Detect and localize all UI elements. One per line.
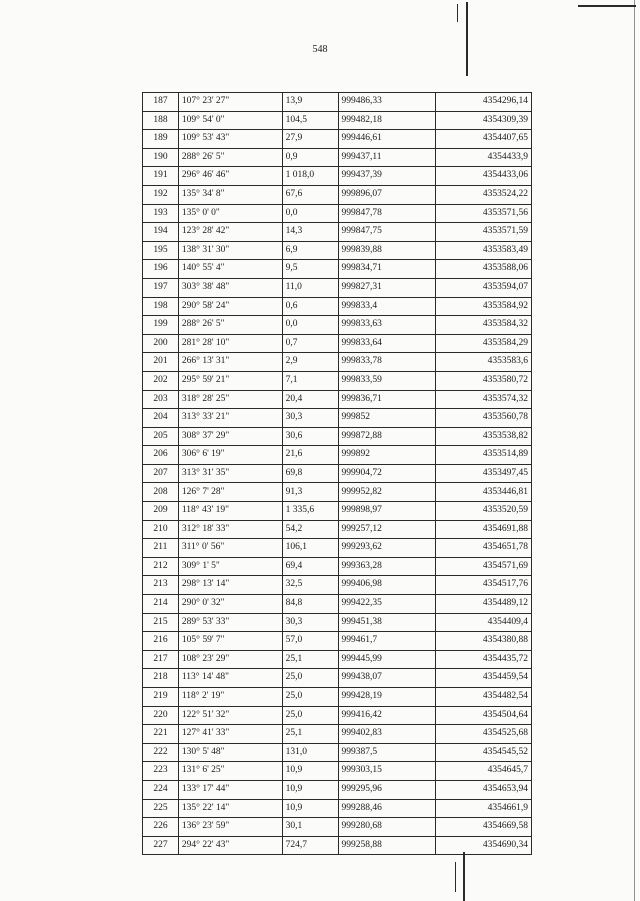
segment-length-cell: 0,7 bbox=[282, 334, 338, 353]
table-row bbox=[143, 185, 532, 204]
point-number-cell: 201 bbox=[143, 353, 179, 372]
x-coordinate-cell: 999402,83 bbox=[338, 725, 436, 744]
segment-length-cell: 30,6 bbox=[282, 427, 338, 446]
segment-length-cell: 25,0 bbox=[282, 669, 338, 688]
point-number-cell: 203 bbox=[143, 390, 179, 409]
point-number-cell: 191 bbox=[143, 167, 179, 186]
point-number-cell: 194 bbox=[143, 223, 179, 242]
x-coordinate-cell: 999445,99 bbox=[338, 650, 436, 669]
table-row bbox=[143, 409, 532, 428]
table-row bbox=[143, 464, 532, 483]
table-row bbox=[143, 167, 532, 186]
y-coordinate-cell: 4353514,89 bbox=[436, 446, 532, 465]
table-row bbox=[143, 799, 532, 818]
segment-length-cell: 106,1 bbox=[282, 539, 338, 558]
y-coordinate-cell: 4354545,52 bbox=[436, 743, 532, 762]
point-number-cell: 221 bbox=[143, 725, 179, 744]
table-row bbox=[143, 818, 532, 837]
x-coordinate-cell: 999847,75 bbox=[338, 223, 436, 242]
x-coordinate-cell: 999486,33 bbox=[338, 93, 436, 112]
segment-length-cell: 131,0 bbox=[282, 743, 338, 762]
bearing-angle-cell: 130° 5' 48" bbox=[178, 743, 282, 762]
point-number-cell: 224 bbox=[143, 780, 179, 799]
y-coordinate-cell: 4353584,32 bbox=[436, 316, 532, 335]
segment-length-cell: 30,3 bbox=[282, 409, 338, 428]
bearing-angle-cell: 296° 46' 46" bbox=[178, 167, 282, 186]
table-row bbox=[143, 204, 532, 223]
segment-length-cell: 1 335,6 bbox=[282, 502, 338, 521]
table-row bbox=[143, 148, 532, 167]
segment-length-cell: 69,4 bbox=[282, 557, 338, 576]
bearing-angle-cell: 138° 31' 30" bbox=[178, 241, 282, 260]
segment-length-cell: 54,2 bbox=[282, 520, 338, 539]
y-coordinate-cell: 4354691,88 bbox=[436, 520, 532, 539]
y-coordinate-cell: 4354409,4 bbox=[436, 613, 532, 632]
coordinates-table bbox=[142, 92, 532, 855]
bearing-angle-cell: 118° 2' 19" bbox=[178, 688, 282, 707]
point-number-cell: 223 bbox=[143, 762, 179, 781]
segment-length-cell: 30,1 bbox=[282, 818, 338, 837]
bearing-angle-cell: 131° 6' 25" bbox=[178, 762, 282, 781]
bearing-angle-cell: 127° 41' 33" bbox=[178, 725, 282, 744]
point-number-cell: 219 bbox=[143, 688, 179, 707]
point-number-cell: 222 bbox=[143, 743, 179, 762]
scan-mark-right-edge bbox=[634, 0, 635, 901]
y-coordinate-cell: 4354296,14 bbox=[436, 93, 532, 112]
point-number-cell: 197 bbox=[143, 278, 179, 297]
bearing-angle-cell: 135° 34' 8" bbox=[178, 185, 282, 204]
segment-length-cell: 30,3 bbox=[282, 613, 338, 632]
segment-length-cell: 2,9 bbox=[282, 353, 338, 372]
y-coordinate-cell: 4353446,81 bbox=[436, 483, 532, 502]
point-number-cell: 227 bbox=[143, 836, 179, 855]
point-number-cell: 187 bbox=[143, 93, 179, 112]
y-coordinate-cell: 4353584,29 bbox=[436, 334, 532, 353]
y-coordinate-cell: 4354459,54 bbox=[436, 669, 532, 688]
y-coordinate-cell: 4353571,59 bbox=[436, 223, 532, 242]
y-coordinate-cell: 4353594,07 bbox=[436, 278, 532, 297]
y-coordinate-cell: 4353524,22 bbox=[436, 185, 532, 204]
x-coordinate-cell: 999257,12 bbox=[338, 520, 436, 539]
scan-mark-bottom-right-vertical bbox=[463, 852, 465, 901]
table-row bbox=[143, 762, 532, 781]
segment-length-cell: 0,6 bbox=[282, 297, 338, 316]
x-coordinate-cell: 999451,38 bbox=[338, 613, 436, 632]
bearing-angle-cell: 313° 33' 21" bbox=[178, 409, 282, 428]
y-coordinate-cell: 4353583,6 bbox=[436, 353, 532, 372]
y-coordinate-cell: 4353584,92 bbox=[436, 297, 532, 316]
point-number-cell: 220 bbox=[143, 706, 179, 725]
table-row bbox=[143, 483, 532, 502]
bearing-angle-cell: 306° 6' 19" bbox=[178, 446, 282, 465]
point-number-cell: 190 bbox=[143, 148, 179, 167]
bearing-angle-cell: 107° 23' 27" bbox=[178, 93, 282, 112]
y-coordinate-cell: 4354407,65 bbox=[436, 130, 532, 149]
y-coordinate-cell: 4354661,9 bbox=[436, 799, 532, 818]
table-row bbox=[143, 743, 532, 762]
x-coordinate-cell: 999833,64 bbox=[338, 334, 436, 353]
point-number-cell: 208 bbox=[143, 483, 179, 502]
x-coordinate-cell: 999363,28 bbox=[338, 557, 436, 576]
y-coordinate-cell: 4354380,88 bbox=[436, 632, 532, 651]
bearing-angle-cell: 266° 13' 31" bbox=[178, 353, 282, 372]
table-row bbox=[143, 688, 532, 707]
y-coordinate-cell: 4354482,54 bbox=[436, 688, 532, 707]
table-row bbox=[143, 836, 532, 855]
x-coordinate-cell: 999833,63 bbox=[338, 316, 436, 335]
bearing-angle-cell: 294° 22' 43" bbox=[178, 836, 282, 855]
table-row bbox=[143, 334, 532, 353]
bearing-angle-cell: 122° 51' 32" bbox=[178, 706, 282, 725]
x-coordinate-cell: 999387,5 bbox=[338, 743, 436, 762]
x-coordinate-cell: 999839,88 bbox=[338, 241, 436, 260]
x-coordinate-cell: 999898,97 bbox=[338, 502, 436, 521]
segment-length-cell: 6,9 bbox=[282, 241, 338, 260]
point-number-cell: 211 bbox=[143, 539, 179, 558]
y-coordinate-cell: 4354525,68 bbox=[436, 725, 532, 744]
table-row bbox=[143, 316, 532, 335]
segment-length-cell: 1 018,0 bbox=[282, 167, 338, 186]
point-number-cell: 226 bbox=[143, 818, 179, 837]
point-number-cell: 205 bbox=[143, 427, 179, 446]
segment-length-cell: 69,8 bbox=[282, 464, 338, 483]
bearing-angle-cell: 136° 23' 59" bbox=[178, 818, 282, 837]
x-coordinate-cell: 999836,71 bbox=[338, 390, 436, 409]
table-row bbox=[143, 780, 532, 799]
bearing-angle-cell: 109° 54' 0" bbox=[178, 111, 282, 130]
table-row bbox=[143, 390, 532, 409]
y-coordinate-cell: 4354645,7 bbox=[436, 762, 532, 781]
bearing-angle-cell: 288° 26' 5" bbox=[178, 148, 282, 167]
y-coordinate-cell: 4353571,56 bbox=[436, 204, 532, 223]
point-number-cell: 199 bbox=[143, 316, 179, 335]
x-coordinate-cell: 999952,82 bbox=[338, 483, 436, 502]
point-number-cell: 200 bbox=[143, 334, 179, 353]
table-row bbox=[143, 297, 532, 316]
x-coordinate-cell: 999904,72 bbox=[338, 464, 436, 483]
point-number-cell: 213 bbox=[143, 576, 179, 595]
table-row bbox=[143, 725, 532, 744]
point-number-cell: 204 bbox=[143, 409, 179, 428]
table-row bbox=[143, 613, 532, 632]
point-number-cell: 206 bbox=[143, 446, 179, 465]
coordinates-table-body bbox=[143, 93, 532, 855]
segment-length-cell: 25,0 bbox=[282, 688, 338, 707]
scan-mark-top-right-tick bbox=[457, 4, 458, 22]
x-coordinate-cell: 999847,78 bbox=[338, 204, 436, 223]
bearing-angle-cell: 105° 59' 7" bbox=[178, 632, 282, 651]
table-row bbox=[143, 576, 532, 595]
table-row bbox=[143, 650, 532, 669]
x-coordinate-cell: 999446,61 bbox=[338, 130, 436, 149]
bearing-angle-cell: 303° 38' 48" bbox=[178, 278, 282, 297]
bearing-angle-cell: 109° 53' 43" bbox=[178, 130, 282, 149]
x-coordinate-cell: 999834,71 bbox=[338, 260, 436, 279]
y-coordinate-cell: 4354669,58 bbox=[436, 818, 532, 837]
x-coordinate-cell: 999280,68 bbox=[338, 818, 436, 837]
bearing-angle-cell: 311° 0' 56" bbox=[178, 539, 282, 558]
segment-length-cell: 10,9 bbox=[282, 799, 338, 818]
table-row bbox=[143, 278, 532, 297]
x-coordinate-cell: 999482,18 bbox=[338, 111, 436, 130]
table-row bbox=[143, 557, 532, 576]
segment-length-cell: 0,9 bbox=[282, 148, 338, 167]
table-row bbox=[143, 706, 532, 725]
bearing-angle-cell: 135° 0' 0" bbox=[178, 204, 282, 223]
y-coordinate-cell: 4353520,59 bbox=[436, 502, 532, 521]
point-number-cell: 216 bbox=[143, 632, 179, 651]
x-coordinate-cell: 999461,7 bbox=[338, 632, 436, 651]
x-coordinate-cell: 999428,19 bbox=[338, 688, 436, 707]
y-coordinate-cell: 4353583,49 bbox=[436, 241, 532, 260]
x-coordinate-cell: 999827,31 bbox=[338, 278, 436, 297]
table-row bbox=[143, 539, 532, 558]
segment-length-cell: 724,7 bbox=[282, 836, 338, 855]
point-number-cell: 218 bbox=[143, 669, 179, 688]
x-coordinate-cell: 999416,42 bbox=[338, 706, 436, 725]
y-coordinate-cell: 4354653,94 bbox=[436, 780, 532, 799]
x-coordinate-cell: 999896,07 bbox=[338, 185, 436, 204]
bearing-angle-cell: 298° 13' 14" bbox=[178, 576, 282, 595]
table-row bbox=[143, 502, 532, 521]
segment-length-cell: 11,0 bbox=[282, 278, 338, 297]
point-number-cell: 210 bbox=[143, 520, 179, 539]
x-coordinate-cell: 999295,96 bbox=[338, 780, 436, 799]
table-row bbox=[143, 446, 532, 465]
x-coordinate-cell: 999833,4 bbox=[338, 297, 436, 316]
y-coordinate-cell: 4354433,9 bbox=[436, 148, 532, 167]
y-coordinate-cell: 4354489,12 bbox=[436, 595, 532, 614]
x-coordinate-cell: 999422,35 bbox=[338, 595, 436, 614]
bearing-angle-cell: 288° 26' 5" bbox=[178, 316, 282, 335]
point-number-cell: 192 bbox=[143, 185, 179, 204]
x-coordinate-cell: 999852 bbox=[338, 409, 436, 428]
bearing-angle-cell: 313° 31' 35" bbox=[178, 464, 282, 483]
segment-length-cell: 32,5 bbox=[282, 576, 338, 595]
y-coordinate-cell: 4353574,32 bbox=[436, 390, 532, 409]
table-row bbox=[143, 371, 532, 390]
segment-length-cell: 20,4 bbox=[282, 390, 338, 409]
bearing-angle-cell: 308° 37' 29" bbox=[178, 427, 282, 446]
segment-length-cell: 21,6 bbox=[282, 446, 338, 465]
point-number-cell: 212 bbox=[143, 557, 179, 576]
table-row bbox=[143, 669, 532, 688]
point-number-cell: 217 bbox=[143, 650, 179, 669]
segment-length-cell: 67,6 bbox=[282, 185, 338, 204]
table-row bbox=[143, 353, 532, 372]
bearing-angle-cell: 309° 1' 5" bbox=[178, 557, 282, 576]
point-number-cell: 196 bbox=[143, 260, 179, 279]
x-coordinate-cell: 999892 bbox=[338, 446, 436, 465]
bearing-angle-cell: 118° 43' 19" bbox=[178, 502, 282, 521]
table-row bbox=[143, 130, 532, 149]
y-coordinate-cell: 4353588,06 bbox=[436, 260, 532, 279]
bearing-angle-cell: 318° 28' 25" bbox=[178, 390, 282, 409]
x-coordinate-cell: 999872,88 bbox=[338, 427, 436, 446]
segment-length-cell: 84,8 bbox=[282, 595, 338, 614]
bearing-angle-cell: 123° 28' 42" bbox=[178, 223, 282, 242]
y-coordinate-cell: 4353580,72 bbox=[436, 371, 532, 390]
y-coordinate-cell: 4354571,69 bbox=[436, 557, 532, 576]
table-row bbox=[143, 223, 532, 242]
x-coordinate-cell: 999833,78 bbox=[338, 353, 436, 372]
point-number-cell: 202 bbox=[143, 371, 179, 390]
point-number-cell: 198 bbox=[143, 297, 179, 316]
x-coordinate-cell: 999833,59 bbox=[338, 371, 436, 390]
segment-length-cell: 57,0 bbox=[282, 632, 338, 651]
scan-mark-top-right-vertical bbox=[466, 2, 468, 76]
segment-length-cell: 7,1 bbox=[282, 371, 338, 390]
y-coordinate-cell: 4354435,72 bbox=[436, 650, 532, 669]
x-coordinate-cell: 999258,88 bbox=[338, 836, 436, 855]
segment-length-cell: 0,0 bbox=[282, 204, 338, 223]
segment-length-cell: 9,5 bbox=[282, 260, 338, 279]
point-number-cell: 209 bbox=[143, 502, 179, 521]
x-coordinate-cell: 999303,15 bbox=[338, 762, 436, 781]
point-number-cell: 214 bbox=[143, 595, 179, 614]
point-number-cell: 207 bbox=[143, 464, 179, 483]
bearing-angle-cell: 290° 58' 24" bbox=[178, 297, 282, 316]
segment-length-cell: 10,9 bbox=[282, 780, 338, 799]
segment-length-cell: 27,9 bbox=[282, 130, 338, 149]
y-coordinate-cell: 4354651,78 bbox=[436, 539, 532, 558]
table-row bbox=[143, 111, 532, 130]
x-coordinate-cell: 999293,62 bbox=[338, 539, 436, 558]
y-coordinate-cell: 4353538,82 bbox=[436, 427, 532, 446]
x-coordinate-cell: 999438,07 bbox=[338, 669, 436, 688]
y-coordinate-cell: 4353497,45 bbox=[436, 464, 532, 483]
x-coordinate-cell: 999437,39 bbox=[338, 167, 436, 186]
segment-length-cell: 13,9 bbox=[282, 93, 338, 112]
segment-length-cell: 10,9 bbox=[282, 762, 338, 781]
table-row bbox=[143, 632, 532, 651]
x-coordinate-cell: 999437,11 bbox=[338, 148, 436, 167]
x-coordinate-cell: 999406,98 bbox=[338, 576, 436, 595]
point-number-cell: 189 bbox=[143, 130, 179, 149]
bearing-angle-cell: 126° 7' 28" bbox=[178, 483, 282, 502]
segment-length-cell: 25,1 bbox=[282, 725, 338, 744]
segment-length-cell: 25,1 bbox=[282, 650, 338, 669]
bearing-angle-cell: 140° 55' 4" bbox=[178, 260, 282, 279]
segment-length-cell: 14,3 bbox=[282, 223, 338, 242]
point-number-cell: 193 bbox=[143, 204, 179, 223]
table-row bbox=[143, 241, 532, 260]
bearing-angle-cell: 133° 17' 44" bbox=[178, 780, 282, 799]
y-coordinate-cell: 4354690,34 bbox=[436, 836, 532, 855]
table-row bbox=[143, 520, 532, 539]
y-coordinate-cell: 4353560,78 bbox=[436, 409, 532, 428]
page-number: 548 bbox=[312, 44, 328, 55]
bearing-angle-cell: 281° 28' 10" bbox=[178, 334, 282, 353]
bearing-angle-cell: 290° 0' 32" bbox=[178, 595, 282, 614]
point-number-cell: 195 bbox=[143, 241, 179, 260]
scan-mark-top-right-corner bbox=[578, 5, 636, 7]
scan-mark-bottom-right-tick bbox=[455, 862, 456, 892]
bearing-angle-cell: 113° 14' 48" bbox=[178, 669, 282, 688]
y-coordinate-cell: 4354504,64 bbox=[436, 706, 532, 725]
table-row bbox=[143, 595, 532, 614]
point-number-cell: 215 bbox=[143, 613, 179, 632]
y-coordinate-cell: 4354517,76 bbox=[436, 576, 532, 595]
table-row bbox=[143, 93, 532, 112]
point-number-cell: 225 bbox=[143, 799, 179, 818]
segment-length-cell: 91,3 bbox=[282, 483, 338, 502]
segment-length-cell: 104,5 bbox=[282, 111, 338, 130]
table-row bbox=[143, 260, 532, 279]
bearing-angle-cell: 135° 22' 14" bbox=[178, 799, 282, 818]
x-coordinate-cell: 999288,46 bbox=[338, 799, 436, 818]
table-row bbox=[143, 427, 532, 446]
bearing-angle-cell: 108° 23' 29" bbox=[178, 650, 282, 669]
bearing-angle-cell: 312° 18' 33" bbox=[178, 520, 282, 539]
segment-length-cell: 0,0 bbox=[282, 316, 338, 335]
y-coordinate-cell: 4354433,06 bbox=[436, 167, 532, 186]
segment-length-cell: 25,0 bbox=[282, 706, 338, 725]
point-number-cell: 188 bbox=[143, 111, 179, 130]
bearing-angle-cell: 295° 59' 21" bbox=[178, 371, 282, 390]
bearing-angle-cell: 289° 53' 33" bbox=[178, 613, 282, 632]
y-coordinate-cell: 4354309,39 bbox=[436, 111, 532, 130]
